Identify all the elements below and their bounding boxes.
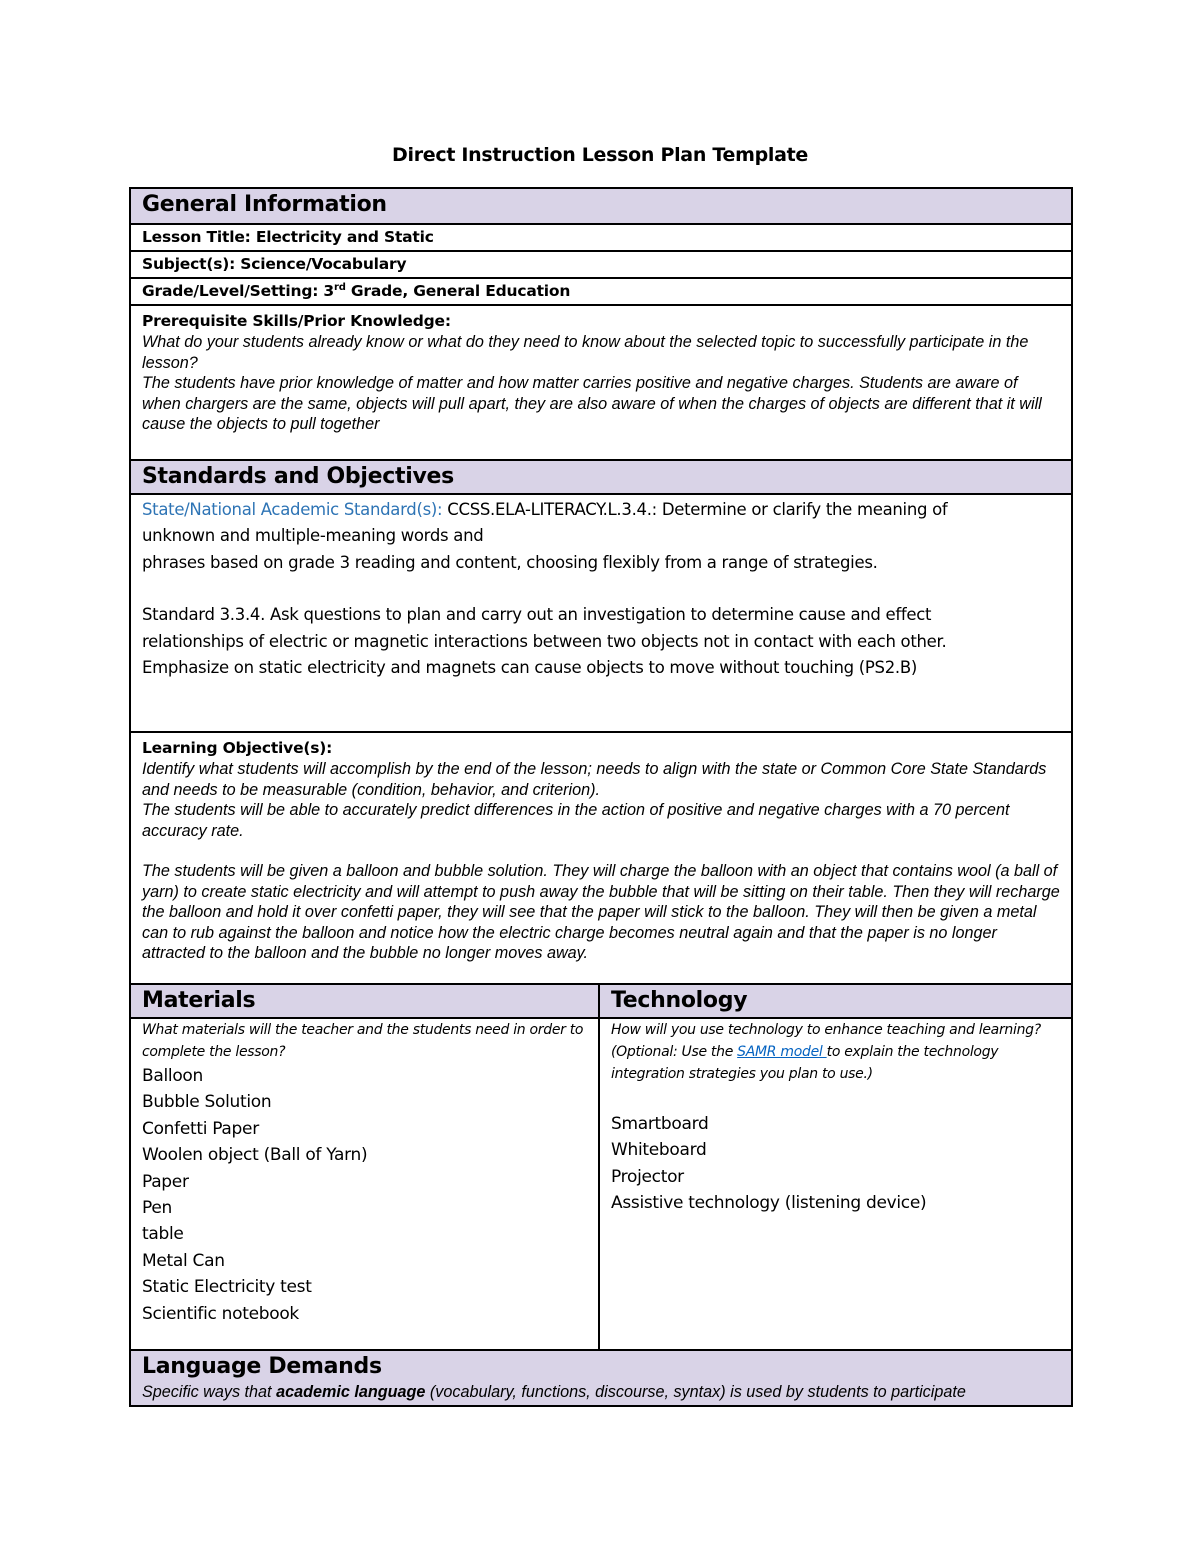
materials-list (142, 1063, 587, 1327)
grade-prefix: Grade/Level/Setting: 3 (142, 282, 334, 300)
lesson-title-row (130, 224, 1072, 251)
grade-row (130, 278, 1072, 305)
list-item: Static Electricity test (142, 1277, 312, 1298)
list-item: Assistive technology (listening device) (611, 1193, 927, 1214)
language-prompt-text: Specific ways that (142, 1383, 277, 1401)
technology-list (611, 1111, 1060, 1217)
list-item: Confetti Paper (142, 1118, 259, 1139)
technology-prompt-text: to explain the technology integration strategies you plan to use.) (611, 1044, 999, 1082)
standard-label: State/National Academic Standard(s): (142, 500, 443, 519)
prerequisite-answer: The students have prior knowledge of matter and how matter carries positive and negative charges. Students are aware of when chargers are the same, objects will pull apart, they are also aware of when the charges of objects are different that it will cause the objects to pull together (142, 374, 1042, 433)
standard-2-line: relationships of electric or magnetic interactions between two objects not in contact with each other. (142, 631, 947, 651)
technology-header (599, 984, 1072, 1018)
learning-objectives-row (130, 732, 1072, 984)
learning-activity-description: The students will be given a balloon and bubble solution. They will charge the balloon with an object that contains wool (a ball of yarn) to create static electricity and will attempt to push away the bubble that will be sitting on their table. Then they will recharge the balloon and hold it over confetti paper, they will see that the paper will stick to the balloon. They will then be given a metal can to rub against the balloon and notice how the electric charge becomes neutral again and that the paper is no longer attracted to the balloon and the bubble no longer moves away. (142, 862, 1060, 962)
standards-row (130, 494, 1072, 732)
standard-2-line: Emphasize on static electricity and magnets can cause objects to move without touching (PS2.B) (142, 658, 918, 678)
list-item: Bubble Solution (142, 1092, 272, 1113)
learning-objective-label: Learning Objective(s): (142, 739, 333, 757)
subjects-row (130, 251, 1072, 278)
section-heading: Materials (142, 988, 256, 1013)
list-item: Whiteboard (611, 1140, 707, 1161)
list-item: Scientific notebook (142, 1303, 299, 1324)
list-item: Balloon (142, 1066, 204, 1086)
grade-suffix: Grade, General Education (345, 282, 571, 300)
materials-header (130, 984, 599, 1018)
grade-level-setting (142, 282, 570, 300)
language-prompt-text: (vocabulary, functions, discourse, syntax) is used by students to participate (425, 1383, 966, 1401)
list-item: table (142, 1224, 184, 1245)
standard-text-line: unknown and multiple-meaning words and (142, 526, 484, 546)
section-heading: Standards and Objectives (142, 464, 454, 489)
language-demands-prompt (142, 1382, 1060, 1403)
materials-cell (130, 1018, 599, 1350)
list-item: Woolen object (Ball of Yarn) (142, 1145, 368, 1166)
learning-objective-prompt: Identify what students will accomplish by the end of the lesson; needs to align with the state or Common Core State Standards and needs to be measurable (condition, behavior, and criterion). (142, 760, 1047, 799)
technology-cell (599, 1018, 1072, 1350)
materials-prompt: What materials will the teacher and the students need in order to complete the lesson? (142, 1022, 584, 1060)
general-information-header (130, 188, 1072, 224)
learning-objective-answer: The students will be able to accurately predict differences in the action of positive and negative charges with a 70 percent accuracy rate. (142, 801, 1010, 840)
section-heading: General Information (142, 192, 387, 217)
prerequisite-prompt: What do your students already know or what do they need to know about the selected topic to successfully participate in the lesson? (142, 333, 1029, 372)
technology-prompt-text: How will you use technology to enhance teaching and learning? (Optional: Use the (611, 1022, 1041, 1060)
section-heading: Technology (611, 988, 748, 1013)
list-item: Smartboard (611, 1114, 709, 1134)
list-item: Pen (142, 1198, 172, 1219)
academic-language-term: academic language (276, 1383, 426, 1401)
language-demands-header (130, 1350, 1072, 1406)
standards-objectives-header (130, 460, 1072, 494)
samr-model-link[interactable]: SAMR model (737, 1044, 827, 1060)
section-heading: Language Demands (142, 1354, 382, 1379)
standard-2-line: Standard 3.3.4. Ask questions to plan and carry out an investigation to determine cause and effect (142, 605, 932, 625)
list-item: Projector (611, 1166, 684, 1187)
prerequisite-label: Prerequisite Skills/Prior Knowledge: (142, 312, 451, 330)
prerequisite-row (130, 305, 1072, 460)
technology-prompt (611, 1019, 1060, 1085)
lesson-title: Lesson Title: Electricity and Static (142, 228, 434, 246)
document-title: Direct Instruction Lesson Plan Template (392, 144, 808, 166)
list-item: Paper (142, 1171, 189, 1192)
subjects: Subject(s): Science/Vocabulary (142, 255, 407, 273)
standard-text-line: CCSS.ELA-LITERACY.L.3.4.: Determine or clarify the meaning of (442, 500, 948, 519)
standard-text-line: phrases based on grade 3 reading and content, choosing flexibly from a range of strategies. (142, 552, 878, 572)
list-item: Metal Can (142, 1250, 225, 1271)
grade-superscript: rd (334, 281, 346, 293)
lesson-plan-table (129, 187, 1073, 1407)
